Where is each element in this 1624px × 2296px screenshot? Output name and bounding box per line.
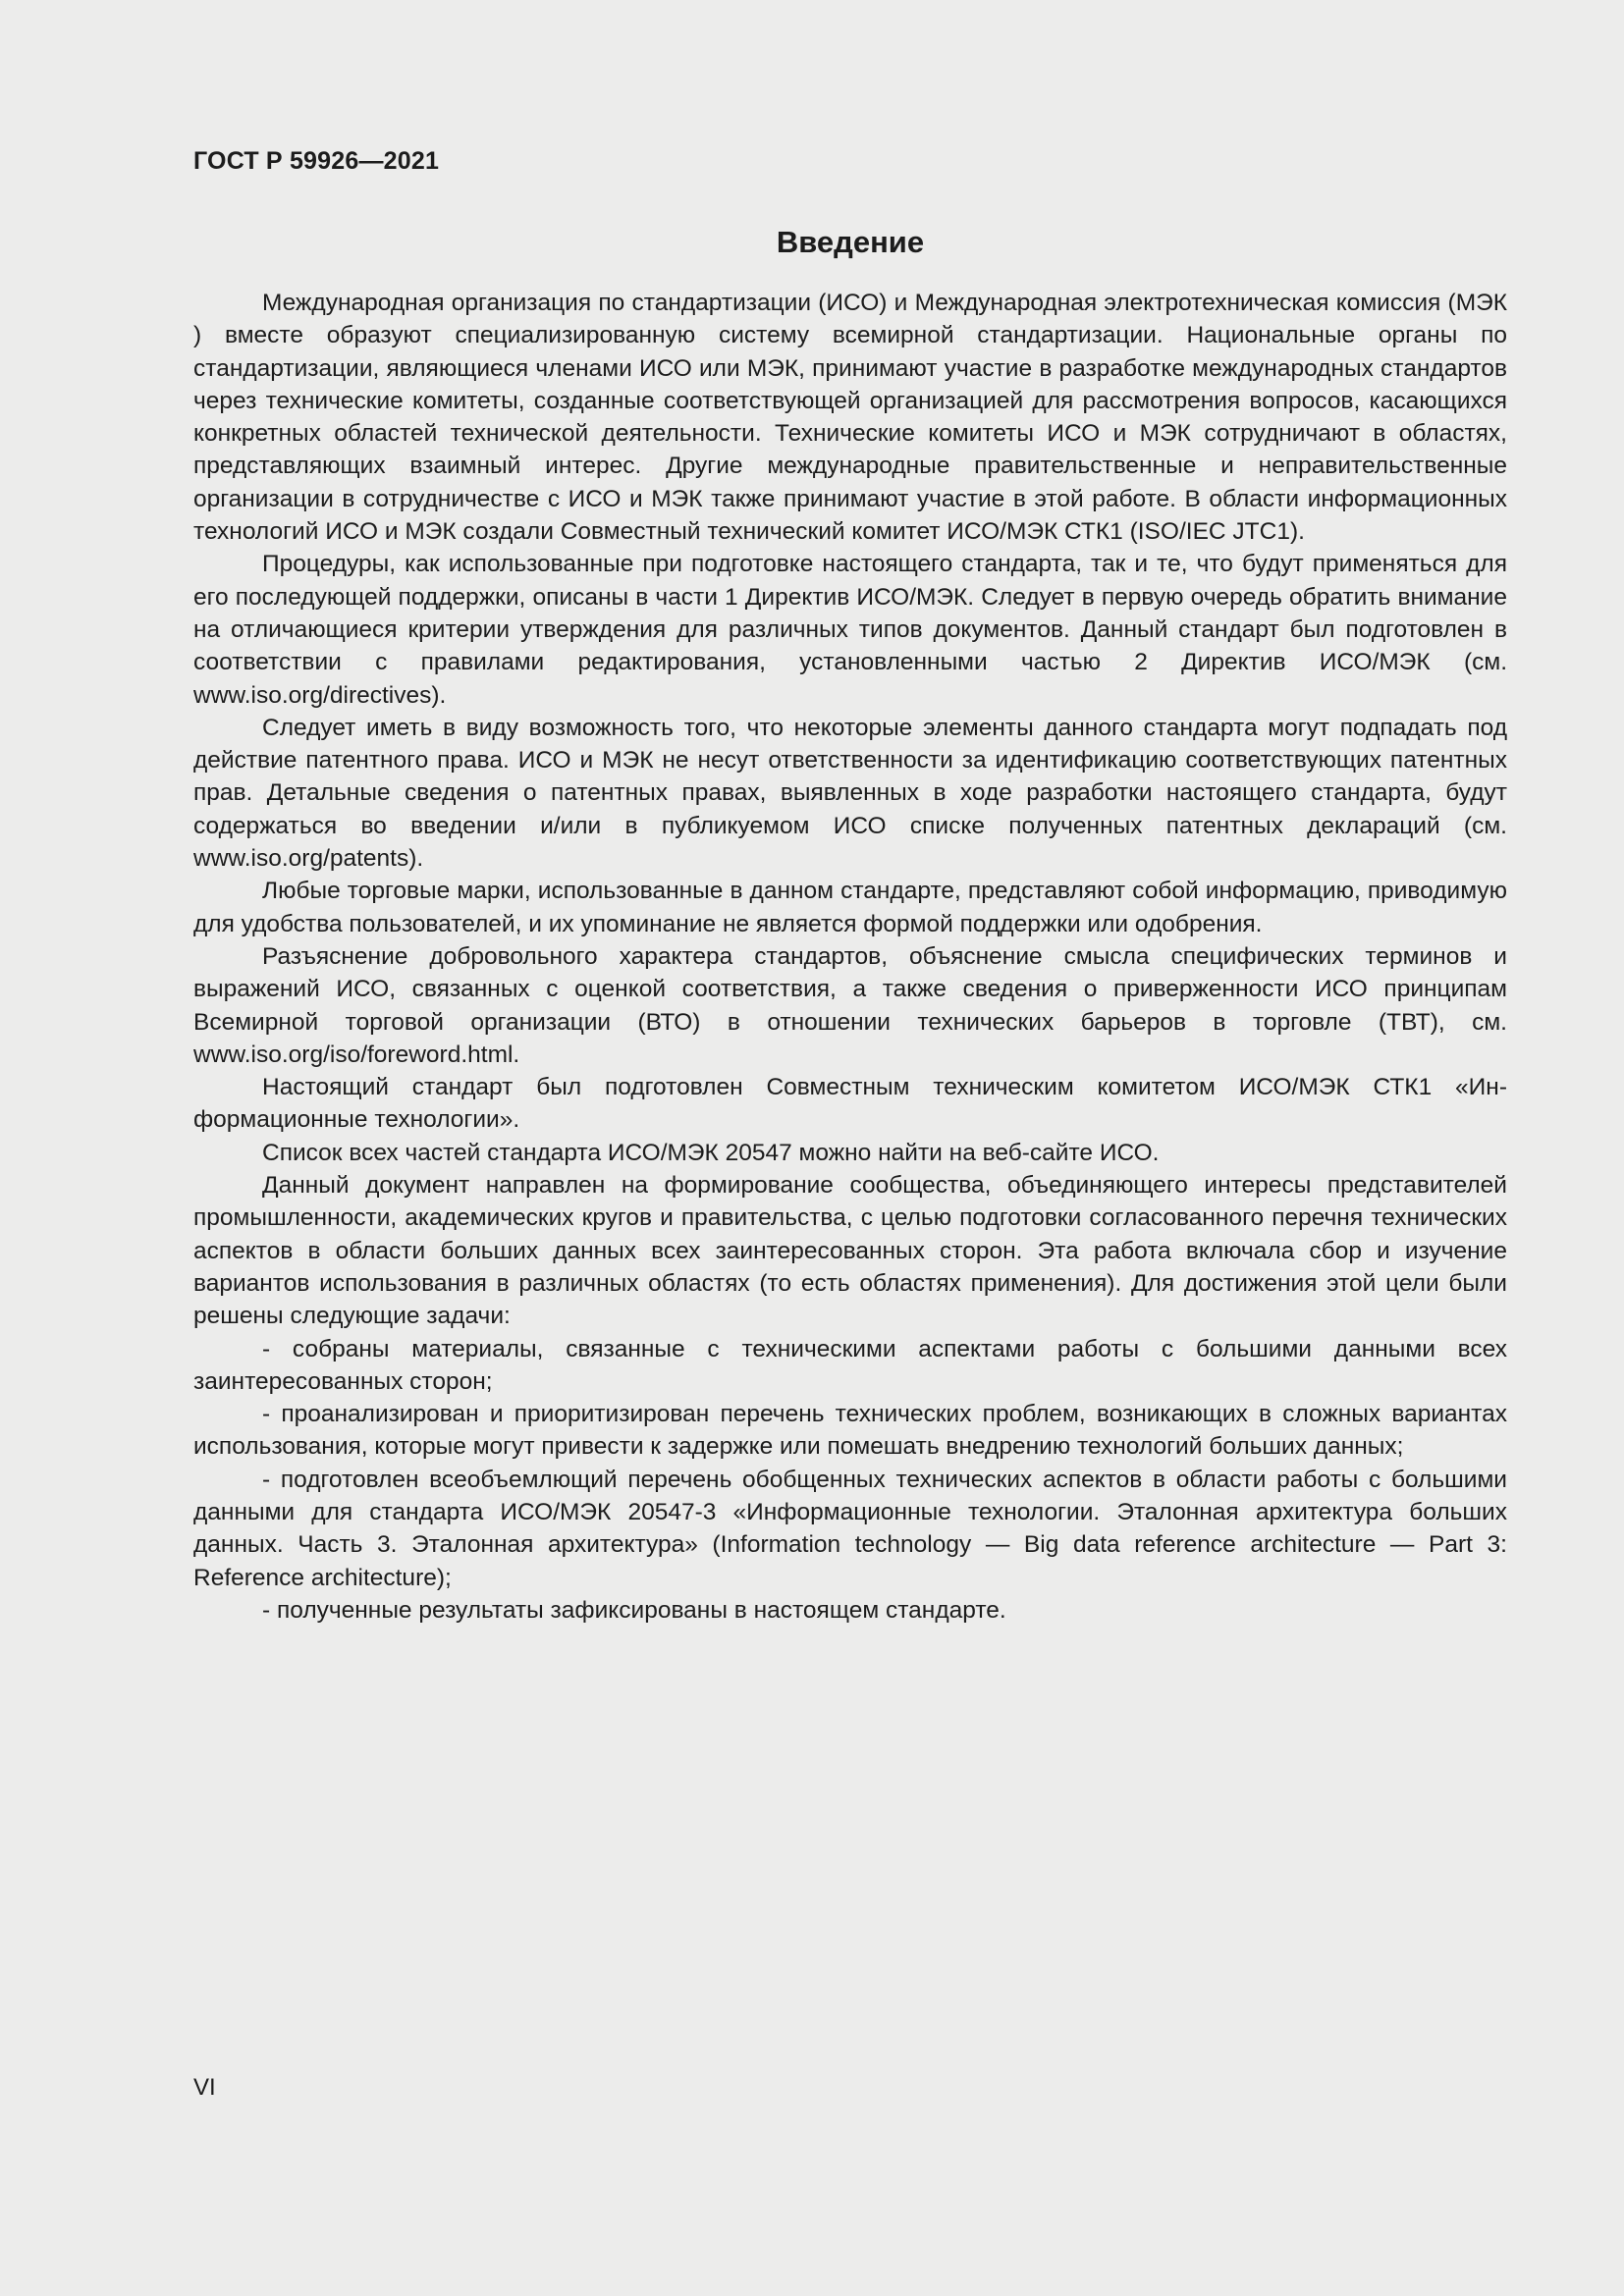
paragraph: Следует иметь в виду возможность того, что некоторые элементы данного стандарта могут подпадать под действие патентного права. ИСО и МЭК не несут ответственности за идентификацию соответствующих патентных прав. Детальные сведения о патентных правах, выявленных в ходе разработки настоящего стандарта, будут содержаться во введении и/или в публикуемом ИСО списке полученных патентных деклараций (см. www.iso.org/patents). (193, 714, 1507, 873)
list-item: - полученные результаты зафиксированы в настоящем стандарте. (262, 1596, 1006, 1624)
paragraph: Любые торговые марки, использованные в данном стандарте, представляют собой информацию, приводимую для удобства пользователей, и их упоминание не является формой поддержки или одобрения. (193, 878, 1507, 937)
paragraph: Настоящий стандарт был подготовлен Совместным техническим комитетом ИСО/МЭК СТК1 «Информационные технологии». (193, 1074, 1507, 1134)
paragraph: Список всех частей стандарта ИСО/МЭК 20547 можно найти на веб-сайте ИСО. (262, 1139, 1160, 1166)
list-item: - проанализирован и приоритизирован перечень технических проблем, возникающих в сложных вариантах использования, которые могут привести к задержке или помешать внедрению технологий больших данных; (193, 1401, 1507, 1461)
paragraph: Данный документ направлен на формирование сообщества, объединяющего интересы представителей промышленности, академических кругов и правительства, с целью подготовки согласованного перечня технических аспектов в области больших данных всех заинтересованных сторон. Эта работа включала сбор и изучение вариантов использования в различных областях (то есть областях применения). Для достижения этой цели были решены следующие задачи: (193, 1172, 1507, 1330)
paragraph: Разъяснение добровольного характера стандартов, объяснение смысла специфических терминов и выражений ИСО, связанных с оценкой соответствия, а также сведения о приверженности ИСО принципам Всемирной торговой организации (ВТО) в отношении технических барьеров в торговле (ТВТ), см. www.iso.org/iso/foreword.html. (193, 942, 1507, 1068)
document-code: ГОСТ Р 59926—2021 (193, 147, 440, 175)
list-item: - подготовлен всеобъемлющий перечень обобщенных технических аспектов в области работы с большими данными для стандарта ИСО/МЭК 20547-3 «Информационные технологии. Эталонная архитектура больших данных. Часть 3. Эталонная архитектура» (Information technology — Big data reference architecture — Part 3: Reference architecture); (193, 1466, 1507, 1591)
list-item: - собраны материалы, связанные с техническими аспектами работы с большими данными всех заинтересованных сторон; (193, 1335, 1507, 1395)
paragraph: Международная организация по стандартизации (ИСО) и Международная электротехническая комиссия (МЭК ) вместе образуют специализированную систему всемирной стандартизации. Национальные органы по стандартизации, являющиеся членами ИСО или МЭК, принимают участие в разработке международных стандартов через технические комитеты, созданные соответствующей организацией для рассмотрения вопросов, касающихся конкретных областей технической деятельности. Технические комитеты ИСО и МЭК сотрудничают в областях, представляющих взаимный интерес. Другие международные правительственные и неправительственные организации в сотрудничестве с ИСО и МЭК также принимают участие в этой работе. В области информационных технологий ИСО и МЭК создали Совместный технический комитет ИСО/МЭК СТК1 (ISO/IEC JTC1). (193, 290, 1507, 546)
paragraph: Процедуры, как использованные при подготовке настоящего стандарта, так и те, что будут применяться для его последующей поддержки, описаны в части 1 Директив ИСО/МЭК. Следует в первую очередь обратить внимание на отличающиеся критерии утверждения для различных типов документов. Данный стандарт был подготовлен в соответствии с правилами редактирования, установленными частью 2 Директив ИСО/МЭК (см. www.iso.org/directives). (193, 551, 1507, 709)
section-title: Введение (776, 225, 925, 259)
page-number: VI (193, 2074, 216, 2101)
body-text (193, 287, 1507, 1627)
